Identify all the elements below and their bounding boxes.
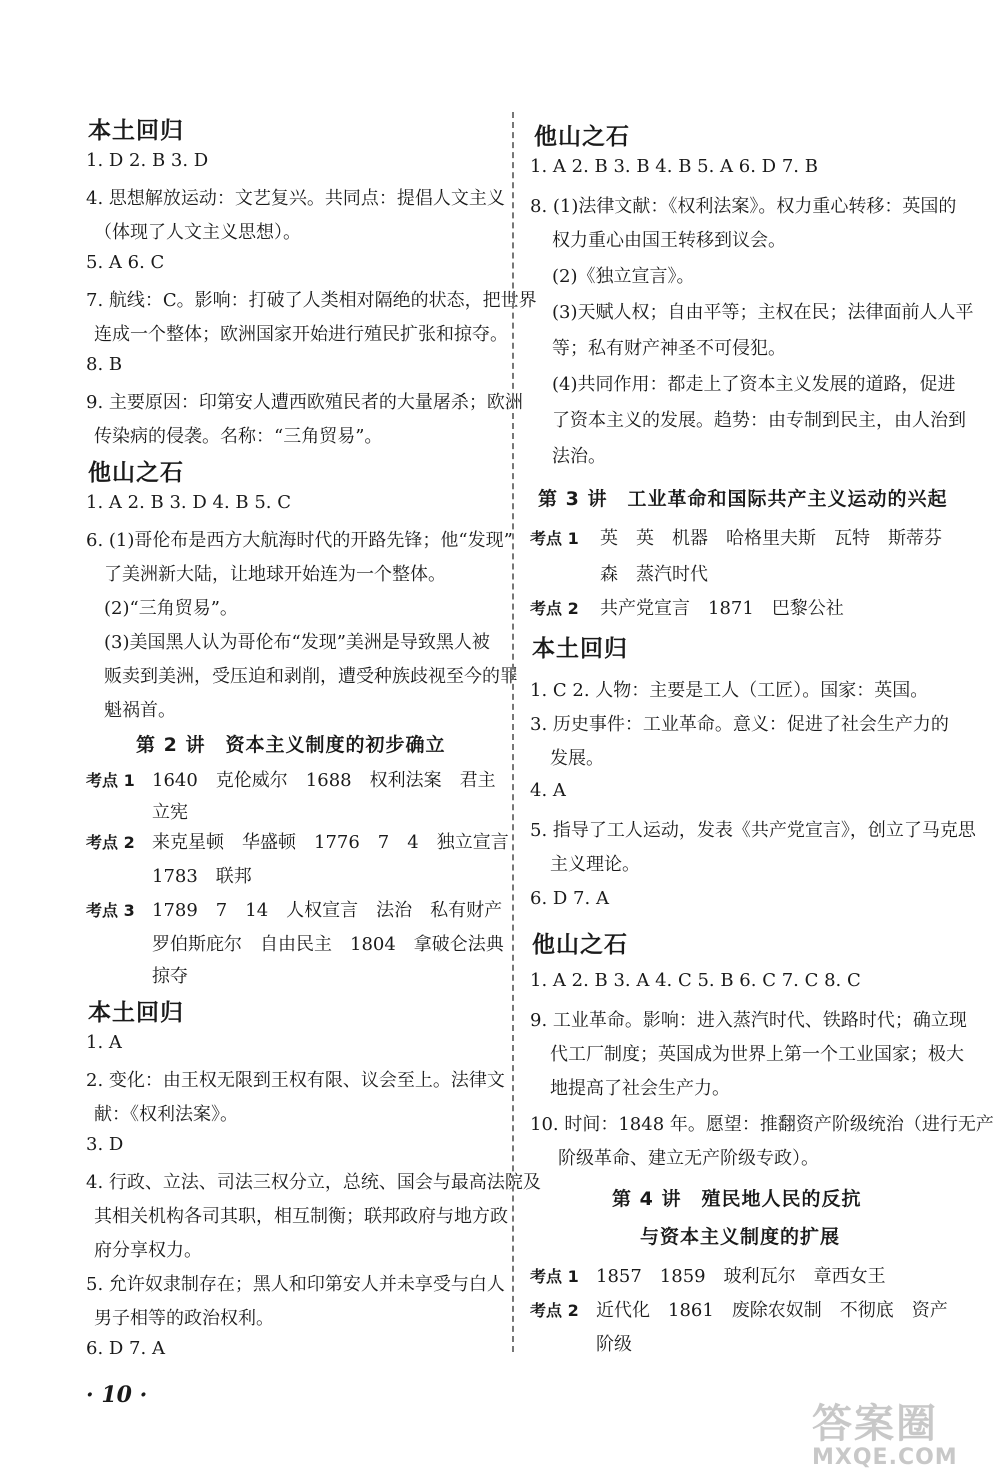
- answer-line: 10. 时间：1848 年。愿望：推翻资产阶级统治（进行无产: [530, 1114, 994, 1135]
- answer-line: 8. B: [86, 354, 123, 375]
- answer-line: 其相关机构各司其职，相互制衡；联邦政府与地方政: [94, 1206, 508, 1227]
- answer-line: 1. A 2. B 3. D 4. B 5. C: [86, 492, 292, 513]
- answer-line: 4. A: [530, 780, 566, 801]
- key-point-line: 森 蒸汽时代: [600, 564, 708, 585]
- answer-line: 1. D 2. B 3. D: [86, 150, 209, 171]
- key-point-line: 1789 7 14 人权宣言 法治 私有财产: [152, 900, 503, 921]
- section-title: 他山之石: [534, 124, 630, 150]
- answer-line: 男子相等的政治权利。: [94, 1308, 274, 1329]
- answer-line: 贩卖到美洲，受压迫和剥削，遭受种族歧视至今的罪: [104, 666, 518, 687]
- key-point-label: 考点 3: [86, 901, 135, 920]
- section-title: 本土回归: [88, 118, 184, 144]
- section-title: 他山之石: [88, 460, 184, 486]
- answer-line: 8. (1)法律文献：《权利法案》。权力重心转移：英国的: [530, 196, 957, 217]
- answer-line: 地提高了社会生产力。: [550, 1078, 730, 1099]
- answer-line: 1. C 2. 人物：主要是工人（工匠）。国家：英国。: [530, 680, 929, 701]
- column-divider: [512, 112, 514, 1352]
- lecture-title: 与资本主义制度的扩展: [640, 1226, 841, 1248]
- answer-line: 9. 主要原因：印第安人遭西欧殖民者的大量屠杀；欧洲: [86, 392, 523, 413]
- answer-line: 9. 工业革命。影响：进入蒸汽时代、铁路时代；确立现: [530, 1010, 967, 1031]
- answer-line: 1. A 2. B 3. B 4. B 5. A 6. D 7. B: [530, 156, 818, 177]
- key-point-label: 考点 2: [86, 833, 135, 852]
- page-number: · 10 ·: [86, 1382, 148, 1408]
- key-point-label: 考点 1: [86, 771, 135, 790]
- answer-line: 2. 变化：由王权无限到王权有限、议会至上。法律文: [86, 1070, 505, 1091]
- answer-line: (2)《独立宣言》。: [552, 266, 695, 287]
- answer-line: 6. D 7. A: [86, 1338, 165, 1359]
- key-point-line: 近代化 1861 废除农奴制 不彻底 资产: [596, 1300, 948, 1321]
- watermark-url: MXQE.COM: [812, 1445, 958, 1470]
- answer-line: 5. 允许奴隶制存在；黑人和印第安人并未享受与白人: [86, 1274, 505, 1295]
- key-point-label: 考点 1: [530, 529, 579, 548]
- answer-line: (3)美国黑人认为哥伦布“发现”美洲是导致黑人被: [104, 632, 490, 653]
- answer-line: 等；私有财产神圣不可侵犯。: [552, 338, 786, 359]
- key-point-line: 1783 联邦: [152, 866, 252, 887]
- key-point-label: 考点 2: [530, 1301, 579, 1320]
- key-point-line: 共产党宣言 1871 巴黎公社: [600, 598, 844, 619]
- answer-line: 6. D 7. A: [530, 888, 609, 909]
- answer-line: 4. 思想解放运动：文艺复兴。共同点：提倡人文主义: [86, 188, 505, 209]
- key-point-label: 考点 2: [530, 599, 579, 618]
- answer-line: 了资本主义的发展。趋势：由专制到民主，由人治到: [552, 410, 966, 431]
- answer-line: 连成一个整体；欧洲国家开始进行殖民扩张和掠夺。: [94, 324, 508, 345]
- answer-line: (2)“三角贸易”。: [104, 598, 238, 619]
- answer-line: 3. 历史事件：工业革命。意义：促进了社会生产力的: [530, 714, 949, 735]
- section-title: 他山之石: [532, 932, 628, 958]
- answer-line: 5. A 6. C: [86, 252, 165, 273]
- answer-line: 法治。: [552, 446, 606, 467]
- key-point-label: 考点 1: [530, 1267, 579, 1286]
- section-title: 本土回归: [88, 1000, 184, 1026]
- answer-line: 阶级革命、建立无产阶级专政）。: [558, 1148, 819, 1169]
- watermark-logo: [812, 1392, 988, 1470]
- answer-line: 3. D: [86, 1134, 124, 1155]
- answer-line: 4. 行政、立法、司法三权分立，总统、国会与最高法院及: [86, 1172, 541, 1193]
- key-point-line: 1857 1859 玻利瓦尔 章西女王: [596, 1266, 886, 1287]
- answer-line: 魁祸首。: [104, 700, 176, 721]
- answer-line: 主义理论。: [550, 854, 640, 875]
- answer-line: 1. A: [86, 1032, 122, 1053]
- answer-line: 5. 指导了工人运动，发表《共产党宣言》，创立了马克思: [530, 820, 976, 841]
- watermark-text: 答案圈: [812, 1401, 938, 1447]
- section-title: 本土回归: [532, 636, 628, 662]
- key-point-line: 罗伯斯庇尔 自由民主 1804 拿破仑法典: [152, 934, 504, 955]
- answer-line: 6. (1)哥伦布是西方大航海时代的开路先锋；他“发现”: [86, 530, 513, 551]
- lecture-title: 第 2 讲 资本主义制度的初步确立: [136, 734, 446, 756]
- key-point-line: 来克星顿 华盛顿 1776 7 4 独立宣言: [152, 832, 509, 853]
- answer-line: 权力重心由国王转移到议会。: [552, 230, 786, 251]
- answer-line: (3)天赋人权；自由平等；主权在民；法律面前人人平: [552, 302, 974, 323]
- answer-line: 7. 航线：C。影响：打破了人类相对隔绝的状态，把世界: [86, 290, 537, 311]
- answer-line: 传染病的侵袭。名称：“三角贸易”。: [94, 426, 383, 447]
- lecture-title: 第 3 讲 工业革命和国际共产主义运动的兴起: [538, 488, 948, 510]
- key-point-line: 掠夺: [152, 966, 188, 987]
- key-point-line: 英 英 机器 哈格里夫斯 瓦特 斯蒂芬: [600, 528, 942, 549]
- answer-line: 1. A 2. B 3. A 4. C 5. B 6. C 7. C 8. C: [530, 970, 861, 991]
- key-point-line: 立宪: [152, 802, 188, 823]
- answer-line: (4)共同作用：都走上了资本主义发展的道路，促进: [552, 374, 956, 395]
- answer-line: 了美洲新大陆，让地球开始连为一个整体。: [104, 564, 446, 585]
- answer-line: 献：《权利法案》。: [94, 1104, 238, 1125]
- answer-line: 府分享权力。: [94, 1240, 202, 1261]
- answer-line: 代工厂制度；英国成为世界上第一个工业国家；极大: [550, 1044, 964, 1065]
- lecture-title: 第 4 讲 殖民地人民的反抗: [612, 1188, 862, 1210]
- answer-line: 发展。: [550, 748, 604, 769]
- answer-line: （体现了人文主义思想）。: [94, 222, 301, 243]
- key-point-line: 1640 克伦威尔 1688 权利法案 君主: [152, 770, 496, 791]
- key-point-line: 阶级: [596, 1334, 632, 1355]
